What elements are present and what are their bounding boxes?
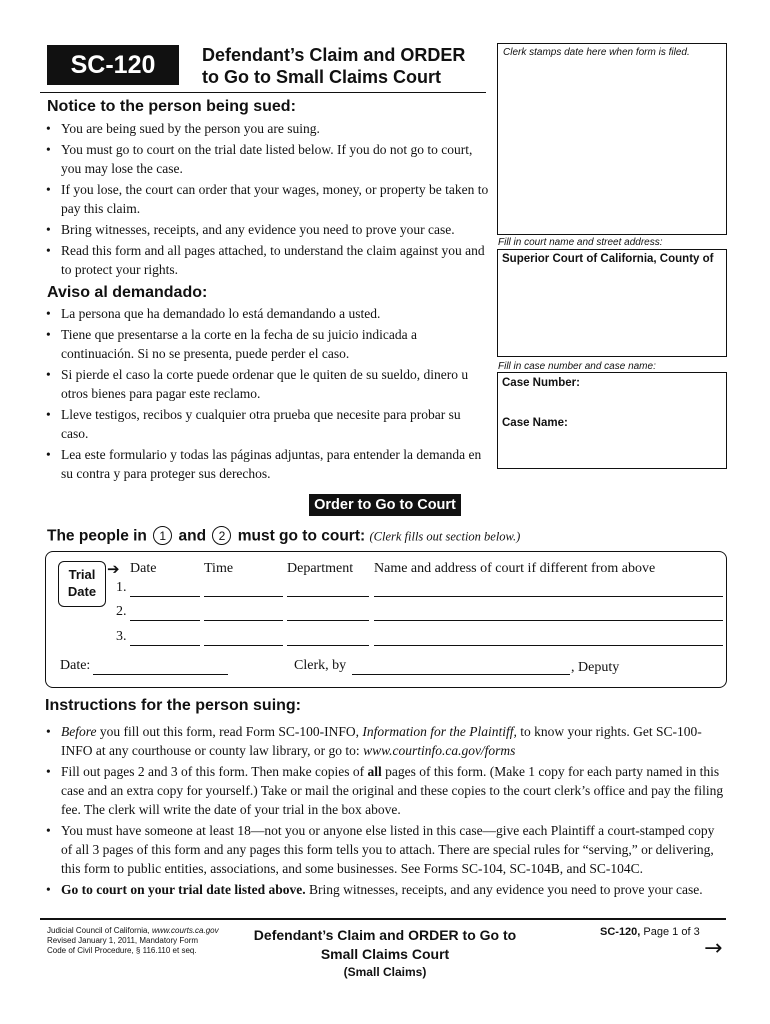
col-department: Department <box>287 561 354 576</box>
trial-arrow-icon: ➔ <box>107 562 120 578</box>
list-item: • Bring witnesses, receipts, and any evidence you need to prove your case. <box>45 220 490 239</box>
notice-heading: Notice to the person being sued: <box>47 98 296 115</box>
order-banner: Order to Go to Court <box>309 494 461 516</box>
aviso-heading: Aviso al demandado: <box>47 284 208 301</box>
col-date: Date <box>130 561 157 576</box>
trial-date-field-2[interactable] <box>130 620 200 621</box>
people-suffix: must go to court: <box>237 527 366 545</box>
trial-time-field-2[interactable] <box>204 620 283 621</box>
footer-legal <box>47 926 219 956</box>
item2-b: pages of this form. (Make 1 copy for each party named in this case and an extra copy for yourself.) Take or mail the original and these copies to the court clerk’s office and pay the filing fee. The clerk will write the date of your trial in the box above. <box>61 764 724 817</box>
circle-2: 2 <box>212 526 231 545</box>
footer-title-line1: Defendant’s Claim and ORDER to Go to <box>253 927 517 943</box>
court-box-caption: Fill in court name and street address: <box>498 237 663 248</box>
col-time: Time <box>204 561 234 576</box>
item4-rest: Bring witnesses, receipts, and any evidence you need to prove your case. <box>305 882 703 897</box>
before-emph: Before <box>61 724 97 739</box>
list-item: • You are being sued by the person you are suing. <box>45 119 490 138</box>
footer-title-line2: Small Claims Court <box>320 946 450 962</box>
trial-address-field-2[interactable] <box>374 620 723 621</box>
notice-list <box>45 119 490 281</box>
trial-time-field-1[interactable] <box>204 596 283 597</box>
page-title <box>202 44 465 88</box>
trial-department-field-2[interactable] <box>287 620 369 621</box>
trial-date-badge <box>58 561 106 607</box>
aviso-list <box>45 304 490 485</box>
page-number: Page 1 of 3 <box>640 926 700 938</box>
footer-subtitle: (Small Claims) <box>343 965 427 979</box>
clerk-label: Clerk, by <box>294 658 347 673</box>
clerk-note: (Clerk fills out section below.) <box>369 529 521 544</box>
case-number-label: Case Number: <box>502 377 580 389</box>
list-item: • Lleve testigos, recibos y cualquier otra prueba que necesite para probar su caso. <box>45 405 490 443</box>
title-line-2: to Go to Small Claims Court <box>202 67 442 87</box>
title-line-1: Defendant’s Claim and ORDER <box>202 45 466 65</box>
trial-badge-line1: Trial <box>68 567 96 582</box>
list-item: • You must have someone at least 18—not you or anyone else listed in this case—give each Plaintiff a court-stamped copy of all 3 pages of this form and any pages this form tells you to attach. There are special rules for “serving,” or delivering, this form to public entities, associations, and some businesses. See Forms SC-104, SC-104B, and SC-104C. <box>45 821 725 878</box>
next-page-arrow-icon: → <box>704 936 723 961</box>
court-name-box[interactable] <box>497 249 727 357</box>
trial-date-field-3[interactable] <box>130 645 200 646</box>
code-line: Code of Civil Procedure, § 116.110 et seq. <box>47 946 197 955</box>
trial-address-field-3[interactable] <box>374 645 723 646</box>
instructions-list <box>45 722 725 901</box>
people-prefix: The people in <box>47 527 147 545</box>
date-label: Date: <box>60 658 91 673</box>
item2-a: Fill out pages 2 and 3 of this form. Then make copies of <box>61 764 368 779</box>
list-item: • If you lose, the court can order that your wages, money, or property be taken to pay this claim. <box>45 180 490 218</box>
case-info-box[interactable] <box>497 372 727 469</box>
item4-bold: Go to court on your trial date listed above. <box>61 882 306 897</box>
clerk-stamp-box[interactable] <box>497 43 727 235</box>
item1-text: you fill out this form, read Form SC-100-INFO, <box>96 724 363 739</box>
list-item <box>45 722 725 760</box>
case-name-label: Case Name: <box>502 417 568 429</box>
list-item: • You must go to court on the trial date listed below. If you do not go to court, you may lose the case. <box>45 140 490 178</box>
info-title: Information for the Plaintiff, <box>362 724 517 739</box>
case-box-caption: Fill in case number and case name: <box>498 361 656 372</box>
trial-department-field-3[interactable] <box>287 645 369 646</box>
list-item <box>45 880 725 899</box>
header-divider <box>40 92 486 93</box>
list-item: • Lea este formulario y todas las páginas adjuntas, para entender la demanda en su contra y para proteger sus derechos. <box>45 445 490 483</box>
circle-1: 1 <box>153 526 172 545</box>
trial-address-field-1[interactable] <box>374 596 723 597</box>
order-date-field[interactable] <box>93 674 228 675</box>
list-item: • Read this form and all pages attached, to understand the claim against you and to protect your rights. <box>45 241 490 279</box>
page-indicator <box>600 926 700 938</box>
row-number: 1. <box>116 580 127 595</box>
clerk-stamp-label: Clerk stamps date here when form is filed. <box>503 47 690 58</box>
court-name-label: Superior Court of California, County of <box>502 253 714 265</box>
list-item <box>45 762 725 819</box>
item1-text2: to know your rights. Get SC-100-INFO at any courthouse or county law library, or go to: <box>61 724 702 758</box>
list-item: • La persona que ha demandado lo está demandando a usted. <box>45 304 490 323</box>
col-address: Name and address of court if different from above <box>374 561 656 576</box>
trial-badge-line2: Date <box>67 584 97 599</box>
list-item: • Tiene que presentarse a la corte en la fecha de su juicio indicada a continuación. Si no se presenta, puede perder el caso. <box>45 325 490 363</box>
people-and: and <box>178 527 207 545</box>
forms-url-link[interactable]: www.courtinfo.ca.gov/forms <box>363 743 516 758</box>
list-item: • Si pierde el caso la corte puede ordenar que le quiten de su sueldo, dinero u otros bienes para pagar este reclamo. <box>45 365 490 403</box>
row-number: 3. <box>116 629 127 644</box>
trial-date-field-1[interactable] <box>130 596 200 597</box>
trial-department-field-1[interactable] <box>287 596 369 597</box>
clerk-signature-field[interactable] <box>352 674 570 675</box>
item2-all: all <box>367 764 382 779</box>
footer-title <box>230 926 540 980</box>
council-line <box>47 926 219 936</box>
revised-line: Revised January 1, 2011, Mandatory Form <box>47 936 199 945</box>
council-url-link[interactable]: www.courts.ca.gov <box>151 926 219 935</box>
trial-time-field-3[interactable] <box>204 645 283 646</box>
instructions-heading: Instructions for the person suing: <box>45 697 302 714</box>
page-form-id: SC-120, <box>600 926 641 938</box>
form-id-badge: SC-120 <box>47 45 179 85</box>
council-prefix: Judicial Council of California, <box>47 926 152 935</box>
row-number: 2. <box>116 604 127 619</box>
deputy-label: , Deputy <box>571 660 620 675</box>
footer-divider <box>40 918 726 920</box>
people-must-go-line <box>47 526 520 546</box>
